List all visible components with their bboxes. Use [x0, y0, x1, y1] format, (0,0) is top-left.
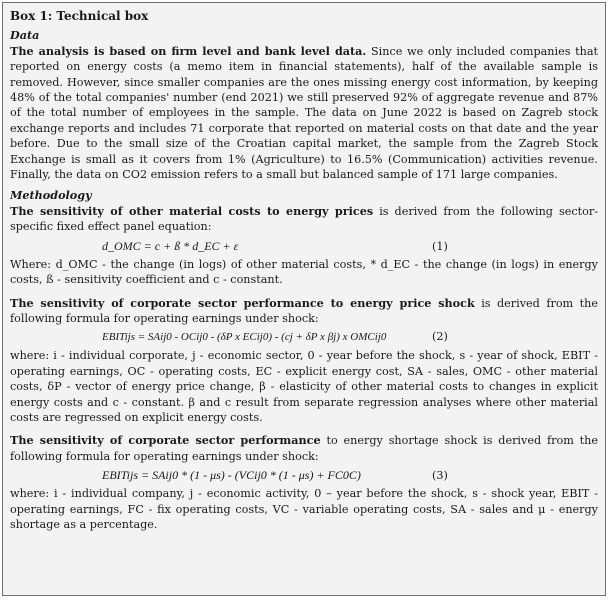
- section3-body: to energy shortage shock is derived from the following formula for operating earnings under shock:: [10, 434, 598, 463]
- section3-intro: [10, 433, 598, 464]
- equation-2-number: (2): [432, 330, 448, 344]
- section1-lead: The sensitivity of other material costs to energy prices: [10, 203, 374, 218]
- box-title: Box 1: Technical box: [10, 9, 149, 23]
- equation-2: [10, 326, 598, 348]
- methodology-heading: Methodology: [10, 188, 92, 203]
- equation-3-expression: EBITijs = SAij0 * (1 - μs) - (VCij0 * (1 - μs) + FC0C): [102, 468, 361, 483]
- section1-where: Where: d_OMC - the change (in logs) of other material costs, * d_EC - the change (in logs) in energy costs, ß - sensitivity coefficient and c - constant.: [10, 257, 598, 287]
- equation-1-expression: d_OMC = c + ß * d_EC + ε: [102, 238, 239, 253]
- section2-body: is derived from the following formula for operating earnings under shock:: [10, 296, 598, 325]
- equation-1: [10, 235, 598, 257]
- section3-where: where: i - individual company, j - economic activity, 0 – year before the shock, s - shock year, EBIT - operating earnings, FC - fix operating costs, VC - variable operating costs, SA - sales and μ - energy shortage as a percentage.: [10, 487, 598, 531]
- equation-1-number: (1): [432, 239, 448, 253]
- section3-lead: The sensitivity of corporate sector performance: [10, 433, 321, 448]
- data-lead: The analysis is based on firm level and bank level data.: [10, 43, 367, 58]
- section1-body: is derived from the following sector-specific fixed effect panel equation:: [10, 204, 598, 234]
- equation-3: [10, 464, 598, 486]
- equation-2-expression: EBITijs = SAij0 - OCij0 - (δP x ECij0) - (cj + δP x βj) x OMCij0: [102, 331, 387, 344]
- data-heading: Data: [10, 28, 40, 43]
- data-paragraph: [10, 44, 598, 183]
- data-body: Since we only included companies that reported on energy costs (a memo item in financial statements), half of the available sample is removed. However, since smaller companies are the ones missing energy cost information, by keeping 48% of the total companies' number (end 2021) we still preserved 92% of aggregate revenue and 87% of the total number of employees in the sample. The data on June 2022 is based on Zagreb stock exchange reports and includes 71 corporate that reported on material costs on that date and the year before. Due to the small size of the Croatian capital market, the sample from the Zagreb Stock Exchange is small as it covers from 1% (Agriculture) to 16.5% (Communication) activities revenue. Finally, the data on CO2 emission refers to a small but balanced sample of 171 large companies.: [10, 44, 599, 182]
- section2-where: where: i - individual corporate, j - economic sector, 0 - year before the shock, s - year of shock, EBIT - operating earnings, OC - operating costs, EC - explicit energy cost, SA - sales, OMC - other material costs, δP - vector of energy price change, β - elasticity of other material costs to changes in explicit energy costs and c - constant. β and c result from separate regression analyses where other material costs are regressed on explicit energy costs.: [10, 349, 598, 424]
- section2-lead: The sensitivity of corporate sector performance to energy price shock: [10, 295, 475, 310]
- section2-intro: [10, 296, 598, 327]
- technical-box: [2, 2, 606, 596]
- equation-3-number: (3): [432, 469, 448, 483]
- section1-intro: [10, 204, 598, 235]
